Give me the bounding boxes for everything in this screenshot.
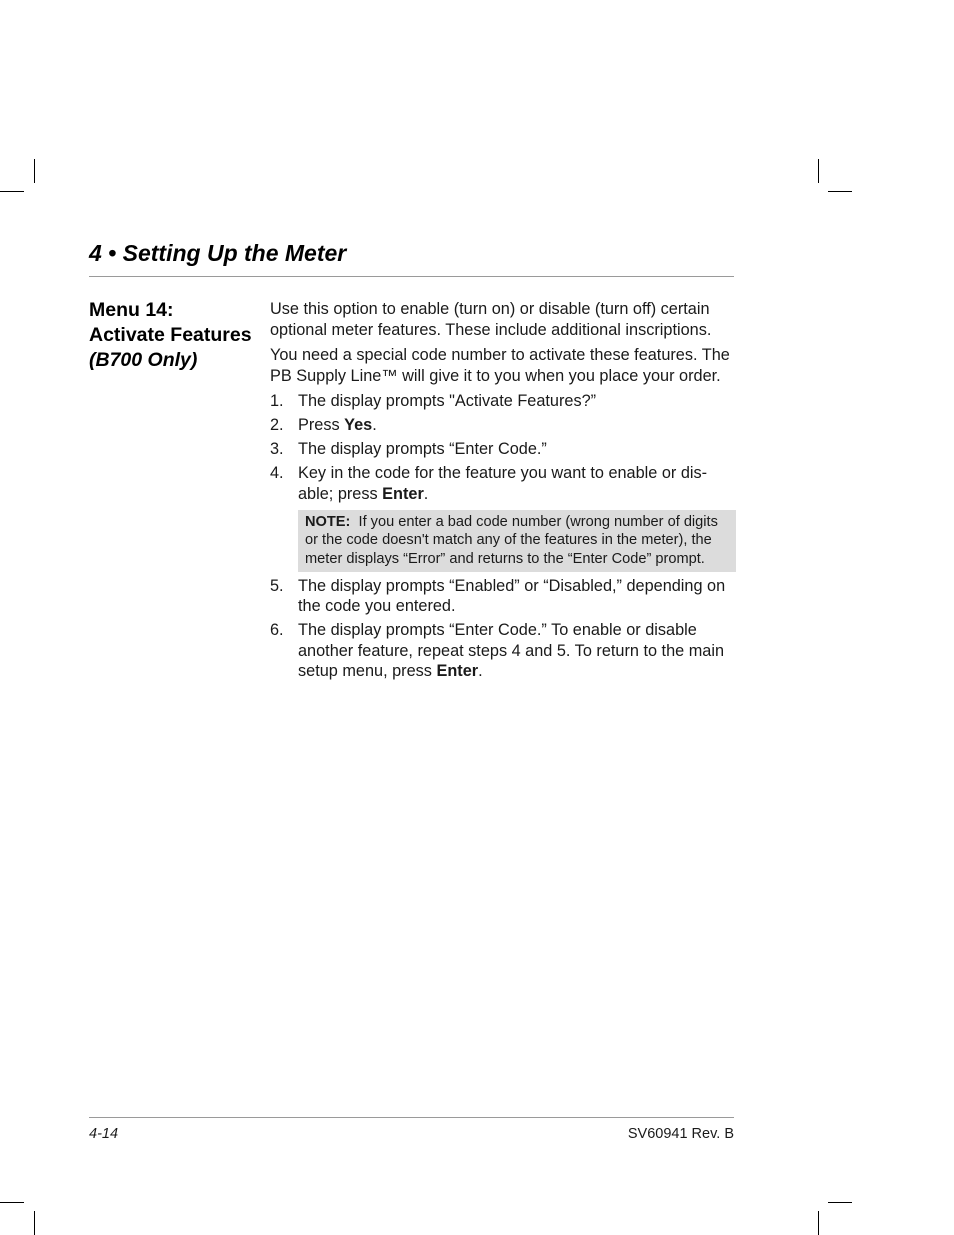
header-rule bbox=[89, 276, 734, 277]
step-text: The display prompts “Enter Code.” To enable or disable another feature, repeat steps 4 and 5. To return to the main setup menu, press bbox=[298, 621, 724, 681]
step-keyword: Enter bbox=[382, 484, 424, 503]
steps-list-continued bbox=[270, 576, 736, 682]
section-heading bbox=[89, 298, 269, 373]
step-text: Key in the code for the feature you want to enable or dis-able; press bbox=[298, 464, 708, 503]
step-keyword: Yes bbox=[344, 416, 373, 435]
step-number: 2. bbox=[270, 416, 284, 435]
crop-mark bbox=[818, 1211, 819, 1235]
list-item bbox=[270, 576, 736, 617]
body-content bbox=[270, 299, 736, 685]
document-id: SV60941 Rev. B bbox=[627, 1126, 734, 1142]
section-heading-line3: (B700 Only) bbox=[89, 349, 198, 371]
intro-paragraph-1: Use this option to enable (turn on) or disable (turn off) certain optional meter features. These include additional inscriptions. bbox=[270, 300, 712, 339]
step-text-end: . bbox=[372, 416, 377, 435]
step-number: 3. bbox=[270, 440, 284, 459]
crop-mark bbox=[34, 159, 35, 183]
crop-mark bbox=[0, 1202, 24, 1203]
step-number: 6. bbox=[270, 621, 284, 640]
crop-mark bbox=[818, 159, 819, 183]
crop-mark bbox=[828, 1202, 852, 1203]
chapter-title: 4 • Setting Up the Meter bbox=[89, 240, 347, 266]
steps-list bbox=[270, 391, 736, 504]
step-text-end: . bbox=[423, 484, 429, 503]
step-text: The display prompts “Enabled” or “Disabled,” depending on the code you entered. bbox=[298, 576, 726, 616]
step-number: 1. bbox=[270, 392, 284, 411]
step-text: Press bbox=[298, 416, 345, 435]
step-text-end: . bbox=[478, 662, 483, 681]
note-text: If you enter a bad code number (wrong number of digits or the code doesn't match any of the features in the meter), the meter displays “Error” and returns to the “Enter Code” prompt. bbox=[305, 513, 718, 567]
crop-mark bbox=[34, 1211, 35, 1235]
step-text: The display prompts “Enter Code.” bbox=[298, 440, 547, 459]
step-number: 4. bbox=[270, 464, 284, 483]
step-text: The display prompts "Activate Features?” bbox=[298, 392, 597, 411]
list-item bbox=[270, 415, 736, 436]
page-number: 4-14 bbox=[89, 1126, 119, 1142]
list-item bbox=[270, 463, 736, 504]
section-heading-line1: Menu 14: bbox=[89, 299, 174, 321]
crop-mark bbox=[828, 191, 852, 192]
step-number: 5. bbox=[270, 576, 284, 595]
intro-paragraph-2: You need a special code number to activate these features. The PB Supply Line™ will give it to you when you place your order. bbox=[270, 346, 730, 385]
section-heading-line2: Activate Features bbox=[89, 324, 252, 346]
crop-mark bbox=[0, 191, 24, 192]
note-label: NOTE: bbox=[305, 513, 351, 530]
list-item bbox=[270, 391, 736, 412]
note-box bbox=[298, 510, 736, 572]
list-item bbox=[270, 620, 736, 682]
footer-rule bbox=[89, 1117, 734, 1118]
step-keyword: Enter bbox=[436, 662, 479, 681]
list-item bbox=[270, 439, 736, 460]
